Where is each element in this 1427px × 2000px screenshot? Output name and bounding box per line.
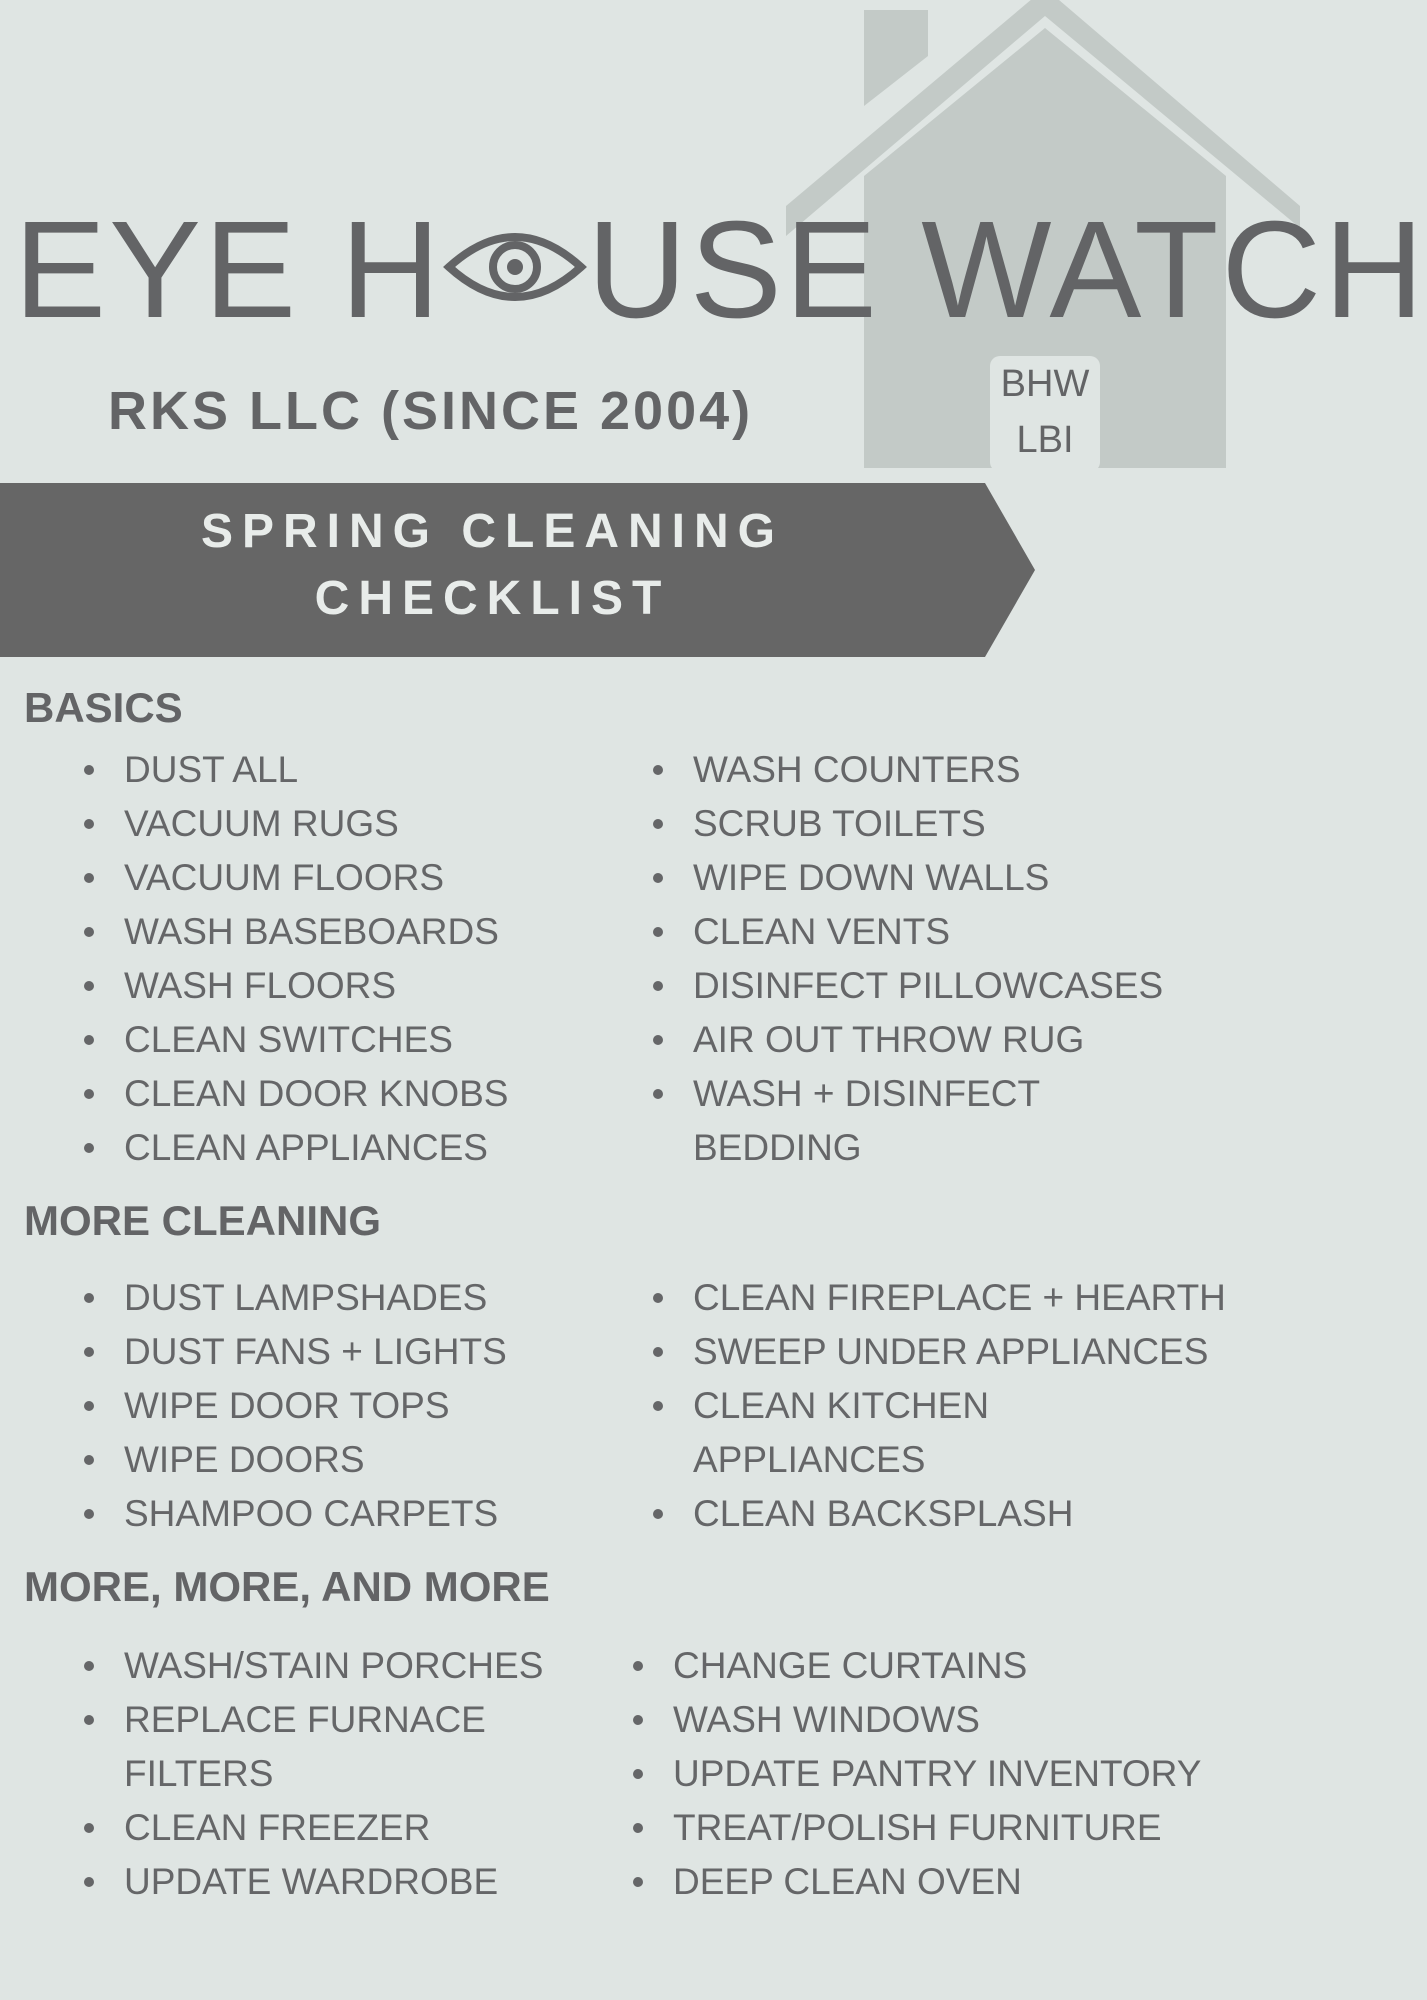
list-item: WASH/STAIN PORCHES [84,1639,543,1693]
banner-title-line-1: SPRING CLEANING [200,505,785,558]
basics-list-left [84,743,508,1175]
section-heading-more-more-and-more: MORE, MORE, AND MORE [24,1563,550,1610]
list-item: CLEAN BACKSPLASH [653,1487,1226,1541]
list-item: DUST ALL [84,743,508,797]
list-item-continuation: FILTERS [124,1753,274,1794]
list-item-continuation: BEDDING [693,1127,862,1168]
basics-list-right [653,743,1163,1175]
list-item: SHAMPOO CARPETS [84,1487,507,1541]
location-badge [990,356,1100,472]
house-chimney [864,10,928,106]
list-item: SCRUB TOILETS [653,797,1163,851]
list-item: WASH BASEBOARDS [84,905,508,959]
list-item: DUST FANS + LIGHTS [84,1325,507,1379]
section-heading-more-cleaning: MORE CLEANING [24,1197,381,1244]
list-item: VACUUM FLOORS [84,851,508,905]
company-subtitle: RKS LLC (SINCE 2004) [108,381,754,441]
list-item: DUST LAMPSHADES [84,1271,507,1325]
list-item: CLEAN SWITCHES [84,1013,508,1067]
more-more-list-right [633,1639,1201,1909]
list-item: CLEAN VENTS [653,905,1163,959]
list-item: DEEP CLEAN OVEN [633,1855,1201,1909]
eye-icon [445,217,585,317]
list-item: WASH + DISINFECT [653,1067,1163,1121]
list-item: CLEAN FIREPLACE + HEARTH [653,1271,1226,1325]
more-cleaning-list-left [84,1271,507,1541]
list-item: WASH COUNTERS [653,743,1163,797]
banner-title [0,498,985,632]
list-item: CHANGE CURTAINS [633,1639,1201,1693]
more-cleaning-list-right [653,1271,1226,1541]
brand-name-end: USE WATCH [587,193,1427,347]
list-item: DISINFECT PILLOWCASES [653,959,1163,1013]
list-item: UPDATE WARDROBE [84,1855,543,1909]
list-item: TREAT/POLISH FURNITURE [633,1801,1201,1855]
list-item: WASH FLOORS [84,959,508,1013]
list-item: WIPE DOWN WALLS [653,851,1163,905]
list-item: WASH WINDOWS [633,1693,1201,1747]
list-item: VACUUM RUGS [84,797,508,851]
list-item: REPLACE FURNACE [84,1693,543,1747]
list-item: AIR OUT THROW RUG [653,1013,1163,1067]
list-item: CLEAN KITCHEN [653,1379,1226,1433]
badge-line-1: BHW [1000,363,1090,405]
more-more-list-left [84,1639,543,1909]
list-item-continuation: APPLIANCES [693,1439,926,1480]
list-item: CLEAN DOOR KNOBS [84,1067,508,1121]
list-item: CLEAN APPLIANCES [84,1121,508,1175]
brand-name-start: EYE H [14,193,444,347]
list-item: WIPE DOORS [84,1433,507,1487]
list-item: SWEEP UNDER APPLIANCES [653,1325,1226,1379]
badge-line-2: LBI [1016,419,1074,461]
section-heading-basics: BASICS [24,684,183,731]
list-item: WIPE DOOR TOPS [84,1379,507,1433]
list-item: UPDATE PANTRY INVENTORY [633,1747,1201,1801]
brand-wordmark [14,193,1427,347]
banner-title-line-2: CHECKLIST [314,572,671,625]
list-item: CLEAN FREEZER [84,1801,543,1855]
